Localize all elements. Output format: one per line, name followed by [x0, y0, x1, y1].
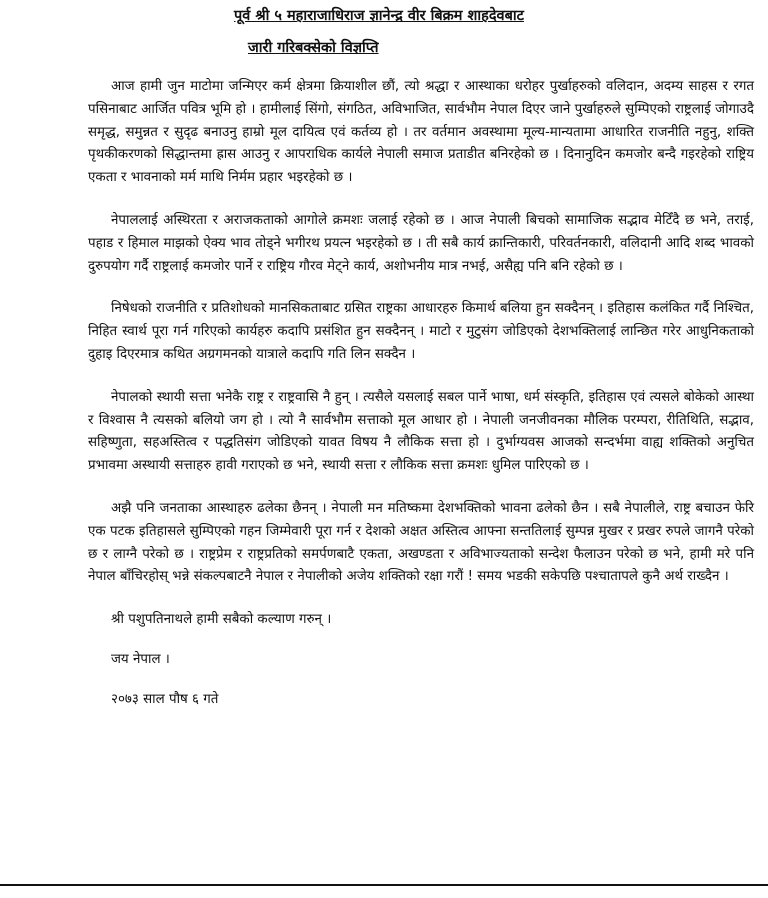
paragraph-4: नेपालको स्थायी सत्ता भनेकै राष्ट्र र राष्ट्रवासि नै हुन् । त्यसैले यसलाई सबल पार्ने भाषा, धर्म संस्कृति, इतिहास एवं त्यसले बोकेको आस्था र विश्वास नै त्यसको बलियो जग हो । त्यो नै सार्वभौम सत्ताको मूल आधार हो । नेपाली जनजीवनका मौलिक परम्परा, रीतिथिति, सद्भाव, सहिष्णुता, सहअस्तित्व र पद्धतिसंग जोडिएको यावत विषय नै लौकिक सत्ता हो । दुर्भाग्यवस आजको सन्दर्भमा वाह्य शक्तिको अनुचित प्रभावमा अस्थायी सत्ताहरु हावी गराएको छ भने, स्थायी सत्ता र लौकिक सत्ता क्रमशः धुमिल पारिएको छ ।: [88, 389, 754, 474]
paragraph-3: निषेधको राजनीति र प्रतिशोधको मानसिकताबाट ग्रसित राष्ट्रका आधारहरु किमार्थ बलिया हुन सक्दैनन् । इतिहास कलंकित गर्दै निश्चित, निहित स्वार्थ पूरा गर्न गरिएको कार्यहरु कदापि प्रसंशित हुन सक्दैनन् । माटो र मुटुसंग जोडिएको देशभक्तिलाई लान्छित गरेर आधुनिकताको दुहाइ दिएरमात्र कथित अग्रगमनको यात्राले कदापि गति लिन सक्दैन ।: [88, 301, 754, 362]
bottom-divider: [0, 884, 768, 886]
document-title: पूर्व श्री ५ महाराजाधिराज ज्ञानेन्द्र वीर बिक्रम शाहदेवबाट: [234, 8, 524, 24]
document-date: २०७३ साल पौष ६ गते: [111, 692, 219, 708]
paragraph-5: अझै पनि जनताका आस्थाहरु ढलेका छैनन् । नेपाली मन मतिष्कमा देशभक्तिको भावना ढलेको छैन । सबै नेपालीले, राष्ट्र बचाउन फेरि एक पटक इतिहासले सुम्पिएको गहन जिम्मेवारी पूरा गर्न र देशको अक्षत अस्तित्व आफ्ना सन्ततिलाई सुम्पन्न मुखर र प्रखर रुपले जागनै परेको छ र लाग्नै परेको छ । राष्ट्रप्रेम र राष्ट्रप्रतिको समर्पणबाटै एकता, अखण्डता र अविभाज्यताको सन्देश फैलाउन परेको छ भने, हामी मरे पनि नेपाल बाँचिरहोस् भन्ने संकल्पबाटनै नेपाल र नेपालीको अजेय शक्तिको रक्षा गरौं ! समय भडकी सकेपछि पश्चातापले कुनै अर्थ राख्दैन ।: [88, 500, 754, 585]
paragraph-1: आज हामी जुन माटोमा जन्मिएर कर्म क्षेत्रमा क्रियाशील छौं, त्यो श्रद्धा र आस्थाका धरोहर पुर्खाहरुको वलिदान, अदम्य साहस र रगत पसिनाबाट आर्जित पवित्र भूमि हो । हामीलाई सिंगो, संगठित, अविभाजित, सार्वभौम नेपाल दिएर जाने पुर्खाहरुले सुम्पिएको राष्ट्रलाई जोगाउदै समृद्ध, समुन्नत र सुदृढ बनाउनु हाम्रो मूल दायित्व एवं कर्तव्य हो । तर वर्तमान अवस्थामा मूल्य-मान्यतामा आधारित राजनीति नहुनु, शक्ति पृथकीकरणको सिद्धान्तमा ह्रास आउनु र आपराधिक कार्यले नेपाली समाज प्रताडीत बनिरहेको छ । दिनानुदिन कमजोर बन्दै गइरहेको राष्ट्रिय एकता र भावनाको मर्म माथि निर्मम प्रहार भइरहेको छ ।: [88, 79, 754, 186]
document-subtitle: जारी गरिबक्सेको विज्ञप्ति: [248, 40, 379, 56]
closing-blessing: श्री पशुपतिनाथले हामी सबैको कल्याण गरुन् ।: [111, 612, 332, 628]
closing-salute: जय नेपाल ।: [111, 652, 170, 668]
paragraph-2: नेपाललाई अस्थिरता र अराजकताको आगोले क्रमशः जलाई रहेको छ । आज नेपाली बिचको सामाजिक सद्भाव मेटिँदै छ भने, तराई, पहाड र हिमाल माझको ऐक्य भाव तोड्ने भगीरथ प्रयत्न भइरहेको छ । ती सबै कार्य क्रान्तिकारी, परिवर्तनकारी, वलिदानी आदि शब्द भावको दुरुपयोग गर्दै राष्ट्रलाई कमजोर पार्ने र राष्ट्रिय गौरव मेट्ने कार्य, अशोभनीय मात्र नभई, असैह्य पनि बनि रहेको छ ।: [88, 212, 754, 274]
